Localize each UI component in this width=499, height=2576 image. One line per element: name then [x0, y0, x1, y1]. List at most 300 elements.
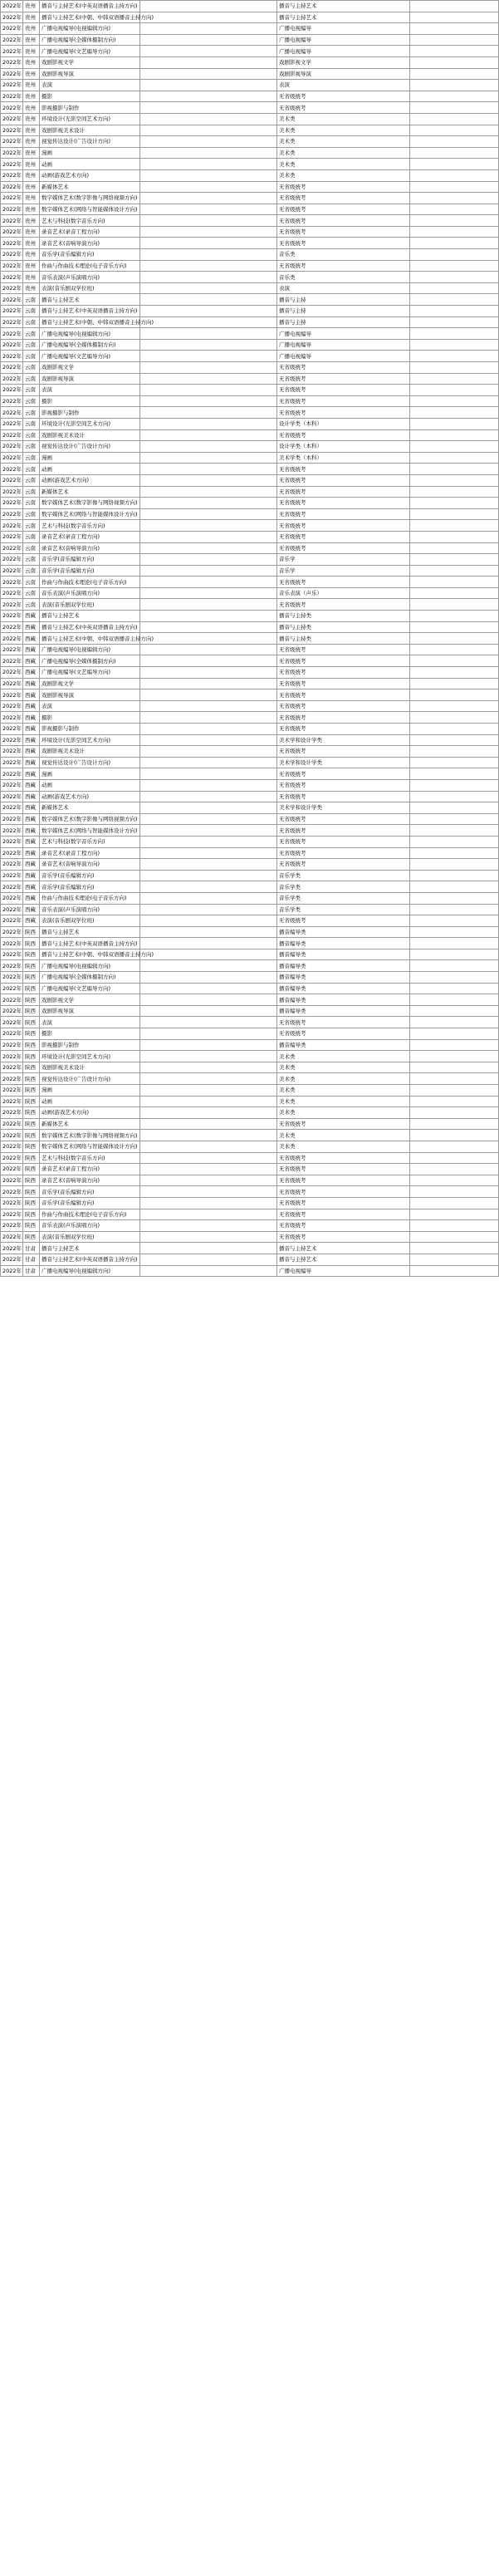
empty-cell	[140, 734, 277, 746]
empty-cell	[140, 1073, 277, 1085]
major-cell: 录音艺术(录音工程方向)	[40, 531, 140, 542]
exam-category-cell: 无省级统考	[277, 215, 410, 227]
table-row	[1, 204, 499, 215]
year-cell: 2022年	[1, 972, 23, 984]
exam-category-cell: 音乐学	[277, 554, 410, 566]
table-row	[1, 746, 499, 758]
province-cell: 西藏	[23, 678, 40, 689]
empty-cell	[140, 498, 277, 509]
empty-cell	[410, 1254, 499, 1265]
province-cell: 云南	[23, 351, 40, 362]
empty-cell	[140, 1254, 277, 1265]
empty-cell	[140, 204, 277, 215]
empty-cell	[410, 904, 499, 915]
province-cell: 云南	[23, 407, 40, 419]
major-cell: 动画	[40, 464, 140, 475]
major-cell: 广播电视编导(全媒体摄制方向)	[40, 34, 140, 46]
major-cell: 播音与主持艺术	[40, 611, 140, 622]
major-cell: 音乐学(音乐编辑方向)	[40, 870, 140, 881]
empty-cell	[410, 441, 499, 453]
province-cell: 贵州	[23, 125, 40, 136]
empty-cell	[140, 1039, 277, 1051]
exam-category-cell: 无省级统考	[277, 464, 410, 475]
major-cell: 新媒体艺术	[40, 802, 140, 814]
province-cell: 贵州	[23, 91, 40, 102]
empty-cell	[140, 282, 277, 294]
table-row	[1, 1017, 499, 1028]
exam-category-cell: 无省级统考	[277, 667, 410, 679]
empty-cell	[140, 724, 277, 735]
major-cell: 播音与主持艺术	[40, 294, 140, 306]
empty-cell	[140, 1141, 277, 1152]
exam-category-cell: 美术类	[277, 125, 410, 136]
table-row	[1, 994, 499, 1006]
major-cell: 摄影	[40, 712, 140, 724]
exam-category-cell: 无省级统考	[277, 373, 410, 385]
year-cell: 2022年	[1, 746, 23, 758]
table-row	[1, 385, 499, 396]
year-cell: 2022年	[1, 881, 23, 893]
empty-cell	[410, 102, 499, 114]
year-cell: 2022年	[1, 1073, 23, 1085]
exam-category-cell: 表演	[277, 282, 410, 294]
empty-cell	[410, 1197, 499, 1209]
empty-cell	[410, 599, 499, 611]
major-cell: 广播电视编导(电视编辑方向)	[40, 644, 140, 655]
exam-category-cell: 无省级统考	[277, 847, 410, 859]
province-cell: 甘肃	[23, 1254, 40, 1265]
year-cell: 2022年	[1, 1062, 23, 1073]
empty-cell	[140, 91, 277, 102]
year-cell: 2022年	[1, 847, 23, 859]
year-cell: 2022年	[1, 768, 23, 780]
empty-cell	[410, 1005, 499, 1017]
year-cell: 2022年	[1, 508, 23, 520]
empty-cell	[140, 621, 277, 633]
exam-category-cell: 无省级统考	[277, 238, 410, 249]
exam-category-cell: 无省级统考	[277, 724, 410, 735]
year-cell: 2022年	[1, 859, 23, 871]
empty-cell	[410, 1164, 499, 1175]
year-cell: 2022年	[1, 385, 23, 396]
exam-category-cell: 无省级统考	[277, 91, 410, 102]
province-cell: 陕西	[23, 1028, 40, 1040]
province-cell: 陕西	[23, 1130, 40, 1141]
year-cell: 2022年	[1, 542, 23, 554]
exam-category-cell: 无省级统考	[277, 193, 410, 204]
major-cell: 戏剧影视美术设计	[40, 1062, 140, 1073]
exam-category-cell: 美术类	[277, 1073, 410, 1085]
province-cell: 贵州	[23, 238, 40, 249]
empty-cell	[410, 1118, 499, 1130]
empty-cell	[410, 486, 499, 498]
table-row	[1, 1051, 499, 1062]
exam-category-cell: 无省级统考	[277, 1118, 410, 1130]
year-cell: 2022年	[1, 46, 23, 57]
empty-cell	[140, 587, 277, 599]
empty-cell	[410, 328, 499, 340]
major-cell: 播音与主持艺术(中英双语播音主持方向)	[40, 1, 140, 12]
year-cell: 2022年	[1, 316, 23, 328]
empty-cell	[410, 136, 499, 148]
table-row	[1, 611, 499, 622]
year-cell: 2022年	[1, 791, 23, 802]
empty-cell	[410, 994, 499, 1006]
table-row	[1, 1254, 499, 1265]
exam-category-cell: 无省级统考	[277, 700, 410, 712]
province-cell: 西藏	[23, 689, 40, 701]
exam-category-cell: 美术学和设计学类	[277, 757, 410, 768]
exam-category-cell: 无省级统考	[277, 746, 410, 758]
table-row	[1, 542, 499, 554]
major-cell: 数字媒体艺术(网络与智能媒体设计方向)	[40, 825, 140, 837]
year-cell: 2022年	[1, 724, 23, 735]
major-cell: 播音与主持艺术(中英双语播音主持方向)	[40, 938, 140, 949]
empty-cell	[410, 611, 499, 622]
empty-cell	[410, 1039, 499, 1051]
empty-cell	[410, 734, 499, 746]
empty-cell	[410, 870, 499, 881]
empty-cell	[140, 1005, 277, 1017]
exam-category-cell: 无省级统考	[277, 779, 410, 791]
province-cell: 陕西	[23, 1107, 40, 1119]
empty-cell	[410, 938, 499, 949]
empty-cell	[410, 498, 499, 509]
exam-category-cell: 美术类	[277, 1062, 410, 1073]
empty-cell	[140, 294, 277, 306]
table-row	[1, 678, 499, 689]
empty-cell	[410, 316, 499, 328]
year-cell: 2022年	[1, 136, 23, 148]
exam-category-cell: 无省级统考	[277, 825, 410, 837]
empty-cell	[140, 994, 277, 1006]
province-cell: 云南	[23, 599, 40, 611]
table-row	[1, 859, 499, 871]
empty-cell	[140, 1028, 277, 1040]
major-cell: 播音与主持艺术	[40, 926, 140, 938]
table-row	[1, 904, 499, 915]
year-cell: 2022年	[1, 362, 23, 374]
year-cell: 2022年	[1, 700, 23, 712]
province-cell: 西藏	[23, 802, 40, 814]
major-cell: 播音与主持艺术(中英双语播音主持方向)	[40, 621, 140, 633]
table-row	[1, 1130, 499, 1141]
empty-cell	[140, 407, 277, 419]
table-row	[1, 972, 499, 984]
province-cell: 陕西	[23, 1039, 40, 1051]
exam-category-cell: 无省级统考	[277, 1152, 410, 1164]
exam-category-cell: 播音与主持类	[277, 611, 410, 622]
table-row	[1, 226, 499, 238]
empty-cell	[140, 429, 277, 441]
empty-cell	[140, 508, 277, 520]
major-cell: 广播电视编导(全媒体摄制方向)	[40, 339, 140, 351]
empty-cell	[410, 1243, 499, 1254]
empty-cell	[140, 34, 277, 46]
major-cell: 视觉传达设计(广告设计方向)	[40, 757, 140, 768]
year-cell: 2022年	[1, 734, 23, 746]
exam-category-cell: 无省级统考	[277, 102, 410, 114]
empty-cell	[410, 1152, 499, 1164]
major-cell: 广播电视编导(电视编辑方向)	[40, 328, 140, 340]
province-cell: 云南	[23, 373, 40, 385]
province-cell: 陕西	[23, 1118, 40, 1130]
major-cell: 摄影	[40, 395, 140, 407]
exam-category-cell: 无省级统考	[277, 915, 410, 927]
exam-category-cell: 无省级统考	[277, 577, 410, 588]
major-cell: 戏剧影视导演	[40, 68, 140, 80]
empty-cell	[410, 169, 499, 181]
year-cell: 2022年	[1, 204, 23, 215]
year-cell: 2022年	[1, 395, 23, 407]
exam-category-cell: 无省级统考	[277, 362, 410, 374]
year-cell: 2022年	[1, 904, 23, 915]
empty-cell	[410, 23, 499, 35]
province-cell: 西藏	[23, 836, 40, 847]
table-row	[1, 362, 499, 374]
year-cell: 2022年	[1, 80, 23, 91]
table-row	[1, 1265, 499, 1277]
exam-category-cell: 音乐类	[277, 272, 410, 283]
exam-category-cell: 广播电视编导	[277, 23, 410, 35]
major-cell: 戏剧影视文学	[40, 56, 140, 68]
empty-cell	[140, 892, 277, 904]
year-cell: 2022年	[1, 1028, 23, 1040]
province-cell: 西藏	[23, 757, 40, 768]
year-cell: 2022年	[1, 813, 23, 825]
empty-cell	[140, 1, 277, 12]
year-cell: 2022年	[1, 238, 23, 249]
empty-cell	[140, 1118, 277, 1130]
province-cell: 陕西	[23, 1231, 40, 1243]
year-cell: 2022年	[1, 655, 23, 667]
table-row	[1, 734, 499, 746]
empty-cell	[140, 983, 277, 994]
table-row	[1, 915, 499, 927]
province-cell: 云南	[23, 385, 40, 396]
empty-cell	[410, 1231, 499, 1243]
province-cell: 陕西	[23, 960, 40, 972]
major-cell: 音乐学(音乐编辑方向)	[40, 881, 140, 893]
year-cell: 2022年	[1, 554, 23, 566]
major-cell: 影视摄影与制作	[40, 407, 140, 419]
year-cell: 2022年	[1, 351, 23, 362]
empty-cell	[410, 56, 499, 68]
empty-cell	[140, 464, 277, 475]
province-cell: 西藏	[23, 724, 40, 735]
table-row	[1, 1096, 499, 1107]
major-cell: 戏剧影视文学	[40, 678, 140, 689]
empty-cell	[140, 577, 277, 588]
major-cell: 录音艺术(录音工程方向)	[40, 1164, 140, 1175]
province-cell: 贵州	[23, 204, 40, 215]
empty-cell	[410, 633, 499, 645]
table-row	[1, 791, 499, 802]
empty-cell	[410, 531, 499, 542]
year-cell: 2022年	[1, 892, 23, 904]
empty-cell	[410, 113, 499, 125]
admission-table	[0, 0, 499, 1277]
empty-cell	[140, 418, 277, 429]
table-row	[1, 926, 499, 938]
year-cell: 2022年	[1, 498, 23, 509]
table-row	[1, 960, 499, 972]
year-cell: 2022年	[1, 689, 23, 701]
major-cell: 动画(游戏艺术方向)	[40, 1107, 140, 1119]
empty-cell	[140, 46, 277, 57]
table-row	[1, 587, 499, 599]
major-cell: 数字媒体艺术(网络与智能媒体设计方向)	[40, 508, 140, 520]
major-cell: 影视摄影与制作	[40, 102, 140, 114]
province-cell: 西藏	[23, 768, 40, 780]
exam-category-cell: 美术类	[277, 1085, 410, 1097]
empty-cell	[410, 1028, 499, 1040]
exam-category-cell: 播音编导类	[277, 949, 410, 960]
major-cell: 播音与主持艺术(中英双语播音主持方向)	[40, 1254, 140, 1265]
year-cell: 2022年	[1, 757, 23, 768]
province-cell: 陕西	[23, 1209, 40, 1220]
province-cell: 西藏	[23, 881, 40, 893]
province-cell: 云南	[23, 587, 40, 599]
table-row	[1, 464, 499, 475]
major-cell: 数字媒体艺术(网络与智能媒体设计方向)	[40, 204, 140, 215]
province-cell: 云南	[23, 339, 40, 351]
exam-category-cell: 音乐学类	[277, 892, 410, 904]
exam-category-cell: 戏剧影视文学	[277, 56, 410, 68]
empty-cell	[410, 385, 499, 396]
province-cell: 云南	[23, 328, 40, 340]
province-cell: 陕西	[23, 1062, 40, 1073]
year-cell: 2022年	[1, 249, 23, 261]
empty-cell	[140, 385, 277, 396]
province-cell: 贵州	[23, 34, 40, 46]
year-cell: 2022年	[1, 779, 23, 791]
table-row	[1, 316, 499, 328]
province-cell: 贵州	[23, 1, 40, 12]
empty-cell	[410, 655, 499, 667]
table-row	[1, 294, 499, 306]
table-row	[1, 1186, 499, 1198]
empty-cell	[140, 655, 277, 667]
empty-cell	[140, 972, 277, 984]
empty-cell	[410, 339, 499, 351]
empty-cell	[140, 1164, 277, 1175]
empty-cell	[410, 678, 499, 689]
empty-cell	[140, 1209, 277, 1220]
table-row	[1, 282, 499, 294]
empty-cell	[410, 474, 499, 486]
province-cell: 陕西	[23, 1186, 40, 1198]
exam-category-cell: 无省级统考	[277, 1017, 410, 1028]
major-cell: 艺术与科技(数字音乐方向)	[40, 1152, 140, 1164]
province-cell: 贵州	[23, 282, 40, 294]
exam-category-cell: 美术类	[277, 113, 410, 125]
province-cell: 西藏	[23, 746, 40, 758]
province-cell: 贵州	[23, 68, 40, 80]
empty-cell	[410, 813, 499, 825]
empty-cell	[140, 12, 277, 23]
table-row	[1, 339, 499, 351]
province-cell: 陕西	[23, 949, 40, 960]
exam-category-cell: 播音与主持艺术	[277, 1243, 410, 1254]
table-row	[1, 633, 499, 645]
empty-cell	[140, 306, 277, 317]
province-cell: 云南	[23, 395, 40, 407]
empty-cell	[140, 712, 277, 724]
table-row	[1, 779, 499, 791]
empty-cell	[410, 1017, 499, 1028]
province-cell: 陕西	[23, 1141, 40, 1152]
exam-category-cell: 无省级统考	[277, 791, 410, 802]
empty-cell	[410, 362, 499, 374]
empty-cell	[140, 554, 277, 566]
empty-cell	[410, 1096, 499, 1107]
major-cell: 录音艺术(录音工程方向)	[40, 847, 140, 859]
empty-cell	[410, 859, 499, 871]
province-cell: 西藏	[23, 700, 40, 712]
table-row	[1, 1118, 499, 1130]
exam-category-cell: 无省级统考	[277, 486, 410, 498]
year-cell: 2022年	[1, 938, 23, 949]
empty-cell	[140, 238, 277, 249]
province-cell: 云南	[23, 508, 40, 520]
empty-cell	[140, 441, 277, 453]
year-cell: 2022年	[1, 1118, 23, 1130]
exam-category-cell: 无省级统考	[277, 429, 410, 441]
empty-cell	[410, 260, 499, 272]
major-cell: 录音艺术(音响导演方向)	[40, 238, 140, 249]
exam-category-cell: 播音编导类	[277, 1005, 410, 1017]
table-row	[1, 91, 499, 102]
province-cell: 云南	[23, 520, 40, 532]
major-cell: 播音与主持艺术(中朝、中韩双语播音主持方向)	[40, 949, 140, 960]
major-cell: 戏剧影视美术设计	[40, 746, 140, 758]
exam-category-cell: 播音与主持	[277, 306, 410, 317]
major-cell: 艺术与科技(数字音乐方向)	[40, 215, 140, 227]
empty-cell	[410, 12, 499, 23]
empty-cell	[140, 181, 277, 193]
year-cell: 2022年	[1, 1152, 23, 1164]
table-row	[1, 1164, 499, 1175]
empty-cell	[140, 779, 277, 791]
year-cell: 2022年	[1, 678, 23, 689]
empty-cell	[410, 587, 499, 599]
province-cell: 陕西	[23, 1175, 40, 1186]
empty-cell	[140, 1265, 277, 1277]
exam-category-cell: 播音编导类	[277, 983, 410, 994]
table-row	[1, 621, 499, 633]
exam-category-cell: 无省级统考	[277, 859, 410, 871]
empty-cell	[140, 113, 277, 125]
exam-category-cell: 播音与主持	[277, 316, 410, 328]
year-cell: 2022年	[1, 429, 23, 441]
year-cell: 2022年	[1, 102, 23, 114]
empty-cell	[140, 147, 277, 159]
empty-cell	[410, 159, 499, 170]
empty-cell	[140, 328, 277, 340]
empty-cell	[140, 915, 277, 927]
exam-category-cell: 播音与主持艺术	[277, 1254, 410, 1265]
empty-cell	[410, 395, 499, 407]
empty-cell	[140, 1107, 277, 1119]
province-cell: 西藏	[23, 633, 40, 645]
table-row	[1, 215, 499, 227]
province-cell: 陕西	[23, 1220, 40, 1232]
year-cell: 2022年	[1, 1, 23, 12]
empty-cell	[140, 938, 277, 949]
table-row	[1, 1243, 499, 1254]
year-cell: 2022年	[1, 181, 23, 193]
